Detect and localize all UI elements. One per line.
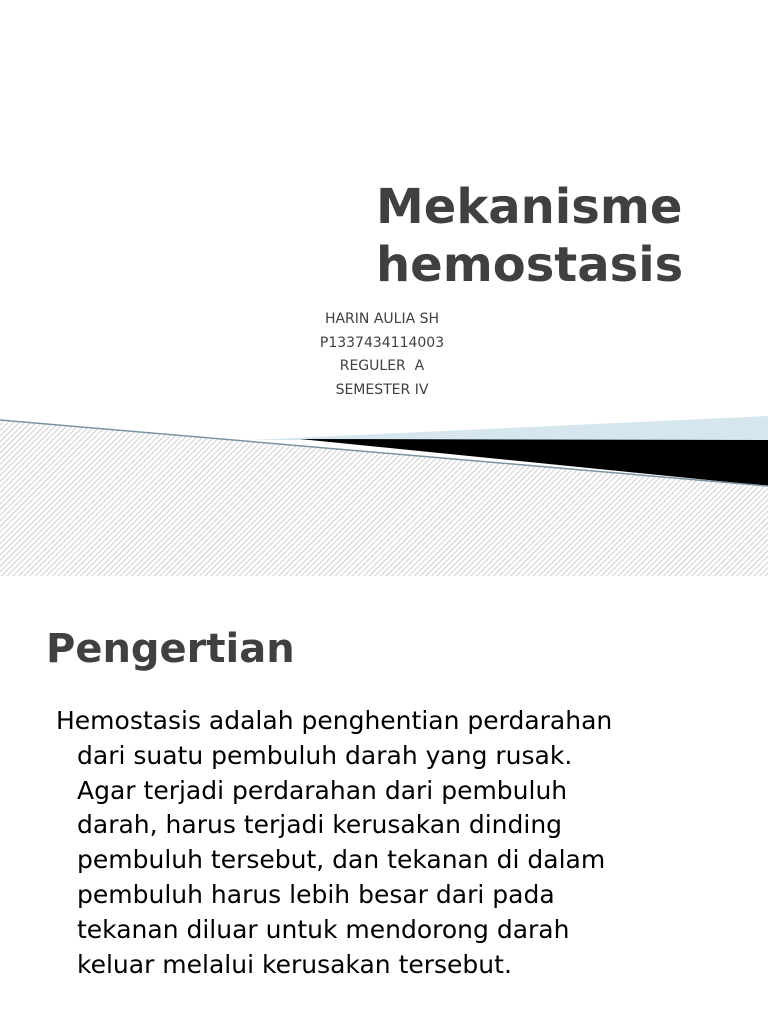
content-slide <box>0 576 768 1024</box>
class-label: REGULER A <box>339 358 425 374</box>
semester-label: SEMESTER IV <box>335 381 429 398</box>
title-line-2: hemostasis <box>376 237 684 293</box>
definition-paragraph: Hemostasis adalah penghentian perdarahan dari suatu pembuluh darah yang rusak. Agar terjadi perdarahan dari pembuluh darah, harus terjadi kerusakan dinding pembuluh tersebut, dan tekanan di dalam pembuluh harus lebih besar dari pada tekanan diluar untuk mendorong darah keluar melalui kerusakan tersebut. <box>56 706 613 979</box>
slide-title <box>376 178 756 294</box>
student-id: P1337434114003 <box>319 334 445 351</box>
light-blue-stripe <box>250 416 768 440</box>
title-line-1: Mekanisme <box>376 179 683 235</box>
author-info <box>282 308 482 402</box>
slide-heading: Pengertian <box>46 626 295 672</box>
author-name: HARIN AULIA SH <box>324 311 440 327</box>
